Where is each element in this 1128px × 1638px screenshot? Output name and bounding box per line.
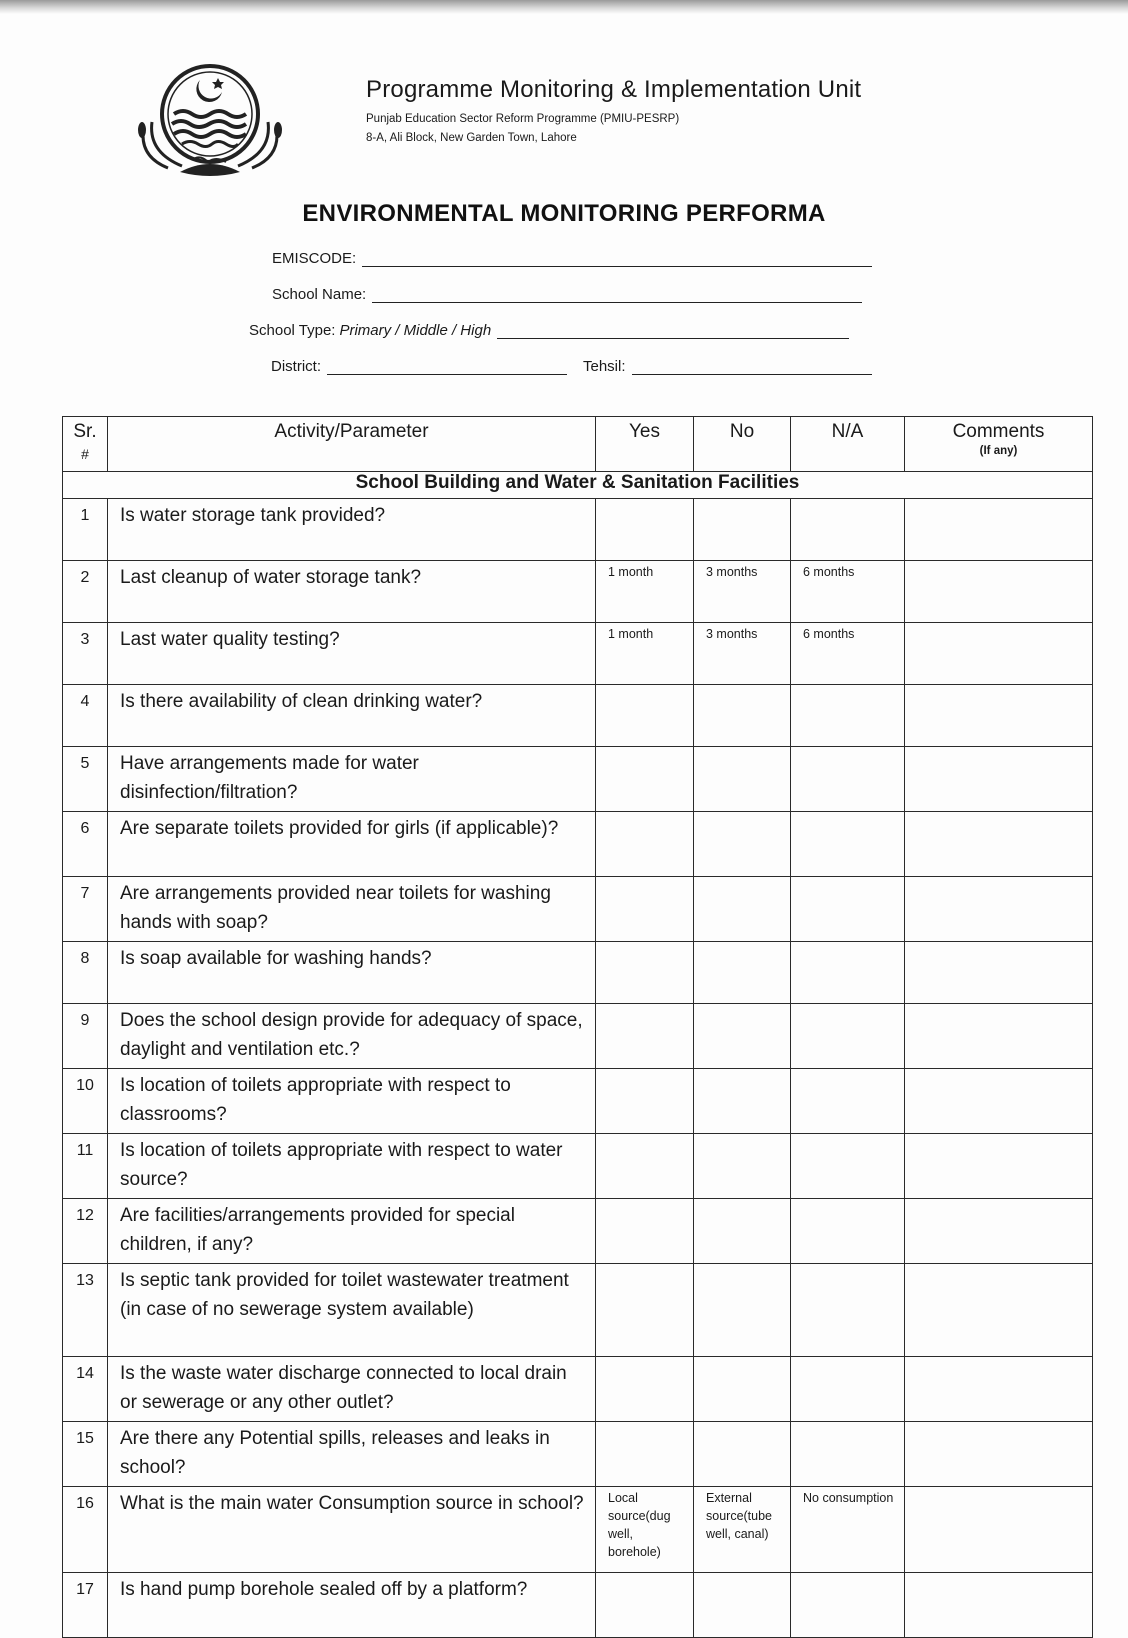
row-number: 4: [63, 685, 108, 747]
row-number: 8: [63, 942, 108, 1004]
section-row: [63, 472, 1093, 499]
scan-edge-shadow: [0, 0, 1128, 14]
comments-cell[interactable]: [905, 1487, 1093, 1573]
row-question: Is location of toilets appropriate with respect to water source?: [108, 1134, 596, 1199]
no-cell[interactable]: External source(tube well, canal): [694, 1487, 791, 1573]
table-row: [63, 1069, 1093, 1134]
na-cell[interactable]: [791, 942, 905, 1004]
yes-cell[interactable]: [596, 499, 694, 561]
comments-cell[interactable]: [905, 1069, 1093, 1134]
comments-cell[interactable]: [905, 623, 1093, 685]
row-question: What is the main water Consumption source in school?: [108, 1487, 596, 1573]
comments-cell[interactable]: [905, 877, 1093, 942]
na-cell[interactable]: [791, 1422, 905, 1487]
table-row: [63, 812, 1093, 877]
no-cell[interactable]: [694, 747, 791, 812]
row-number: 9: [63, 1004, 108, 1069]
table-row: [63, 1422, 1093, 1487]
row-number: 7: [63, 877, 108, 942]
table-row: [63, 1573, 1093, 1638]
row-number: 16: [63, 1487, 108, 1573]
org-title: Programme Monitoring & Implementation Unit: [366, 76, 862, 103]
no-cell[interactable]: [694, 1134, 791, 1199]
header-yes: Yes: [596, 417, 694, 472]
table-row: [63, 1264, 1093, 1357]
row-question: Have arrangements made for water disinfection/filtration?: [108, 747, 596, 812]
header-comments-note: (If any): [979, 445, 1018, 457]
row-number: 14: [63, 1357, 108, 1422]
no-cell[interactable]: [694, 1573, 791, 1638]
no-cell[interactable]: [694, 1069, 791, 1134]
school-type-label: School Type:: [249, 322, 336, 339]
no-cell[interactable]: [694, 1422, 791, 1487]
na-cell[interactable]: No consumption: [791, 1487, 905, 1573]
tehsil-field: [583, 358, 872, 375]
school-type-field: [249, 322, 849, 339]
header-sr-hash: #: [81, 446, 89, 462]
na-cell[interactable]: 6 months: [791, 623, 905, 685]
school-type-input-line[interactable]: [497, 324, 849, 339]
table-header-row: [63, 417, 1093, 472]
row-question: Last cleanup of water storage tank?: [108, 561, 596, 623]
na-cell[interactable]: [791, 1199, 905, 1264]
row-question: Is location of toilets appropriate with respect to classrooms?: [108, 1069, 596, 1134]
row-question: Is there availability of clean drinking water?: [108, 685, 596, 747]
na-cell[interactable]: [791, 1004, 905, 1069]
header-na: N/A: [791, 417, 905, 472]
na-cell[interactable]: [791, 685, 905, 747]
row-question: Is water storage tank provided?: [108, 499, 596, 561]
na-cell[interactable]: [791, 1264, 905, 1357]
row-question: Is soap available for washing hands?: [108, 942, 596, 1004]
row-number: 11: [63, 1134, 108, 1199]
school-type-options[interactable]: Primary / Middle / High: [339, 322, 492, 339]
row-number: 3: [63, 623, 108, 685]
na-cell[interactable]: [791, 1357, 905, 1422]
row-number: 12: [63, 1199, 108, 1264]
no-cell[interactable]: 3 months: [694, 561, 791, 623]
no-cell[interactable]: [694, 812, 791, 877]
emiscode-label: EMISCODE:: [272, 250, 357, 267]
row-number: 5: [63, 747, 108, 812]
tehsil-input-line[interactable]: [632, 360, 872, 375]
punjab-government-logo-icon: [130, 64, 290, 190]
row-number: 13: [63, 1264, 108, 1357]
no-cell[interactable]: [694, 1199, 791, 1264]
table-row: [63, 747, 1093, 812]
emiscode-field: [272, 250, 872, 267]
row-question: Are arrangements provided near toilets for washing hands with soap?: [108, 877, 596, 942]
na-cell[interactable]: [791, 1069, 905, 1134]
row-question: Are there any Potential spills, releases and leaks in school?: [108, 1422, 596, 1487]
yes-cell[interactable]: [596, 1069, 694, 1134]
header-no: No: [694, 417, 791, 472]
row-number: 15: [63, 1422, 108, 1487]
na-cell[interactable]: [791, 747, 905, 812]
yes-cell[interactable]: [596, 1199, 694, 1264]
na-cell[interactable]: [791, 499, 905, 561]
yes-cell[interactable]: [596, 1573, 694, 1638]
no-cell[interactable]: 3 months: [694, 623, 791, 685]
table-row: [63, 499, 1093, 561]
yes-cell[interactable]: Local source(dug well, borehole): [596, 1487, 694, 1573]
comments-cell[interactable]: [905, 942, 1093, 1004]
comments-cell[interactable]: [905, 685, 1093, 747]
row-number: 2: [63, 561, 108, 623]
row-question: Is septic tank provided for toilet wastewater treatment (in case of no sewerage system available): [108, 1264, 596, 1357]
comments-cell[interactable]: [905, 1422, 1093, 1487]
no-cell[interactable]: [694, 1357, 791, 1422]
row-number: 10: [63, 1069, 108, 1134]
table-row: [63, 1357, 1093, 1422]
row-number: 1: [63, 499, 108, 561]
comments-cell[interactable]: [905, 812, 1093, 877]
yes-cell[interactable]: [596, 1422, 694, 1487]
table-row: [63, 1134, 1093, 1199]
no-cell[interactable]: [694, 877, 791, 942]
row-number: 6: [63, 812, 108, 877]
row-question: Are facilities/arrangements provided for special children, if any?: [108, 1199, 596, 1264]
district-label: District:: [271, 358, 321, 375]
table-row: [63, 623, 1093, 685]
yes-cell[interactable]: [596, 747, 694, 812]
table-row: [63, 1487, 1093, 1573]
yes-cell[interactable]: [596, 1264, 694, 1357]
yes-cell[interactable]: [596, 1134, 694, 1199]
na-cell[interactable]: [791, 1573, 905, 1638]
header-comments-label: Comments: [952, 421, 1045, 442]
yes-cell[interactable]: 1 month: [596, 623, 694, 685]
no-cell[interactable]: [694, 499, 791, 561]
comments-cell[interactable]: [905, 1357, 1093, 1422]
yes-cell[interactable]: [596, 812, 694, 877]
comments-cell[interactable]: [905, 747, 1093, 812]
header-sr: [63, 417, 108, 472]
yes-cell[interactable]: [596, 1004, 694, 1069]
row-question: Last water quality testing?: [108, 623, 596, 685]
section-title: School Building and Water & Sanitation Facilities: [63, 472, 1093, 499]
header-comments: [905, 417, 1093, 472]
comments-cell[interactable]: [905, 561, 1093, 623]
row-number: 17: [63, 1573, 108, 1638]
yes-cell[interactable]: [596, 1357, 694, 1422]
row-question: Is the waste water discharge connected to local drain or sewerage or any other outlet?: [108, 1357, 596, 1422]
yes-cell[interactable]: [596, 942, 694, 1004]
header-sr-label: Sr.: [73, 421, 97, 442]
tehsil-label: Tehsil:: [583, 358, 626, 375]
school-name-input-line[interactable]: [372, 288, 862, 303]
table-row: [63, 561, 1093, 623]
org-subtitle-block: [366, 110, 679, 148]
comments-cell[interactable]: [905, 1573, 1093, 1638]
table-row: [63, 942, 1093, 1004]
comments-cell[interactable]: [905, 1264, 1093, 1357]
org-subtitle: Punjab Education Sector Reform Programme (PMIU-PESRP): [366, 113, 680, 125]
table-row: [63, 877, 1093, 942]
org-address: 8-A, Ali Block, New Garden Town, Lahore: [366, 132, 577, 144]
header-activity: Activity/Parameter: [108, 417, 596, 472]
comments-cell[interactable]: [905, 499, 1093, 561]
yes-cell[interactable]: [596, 685, 694, 747]
no-cell[interactable]: [694, 942, 791, 1004]
no-cell[interactable]: [694, 1004, 791, 1069]
no-cell[interactable]: [694, 1264, 791, 1357]
school-name-label: School Name:: [272, 286, 367, 303]
row-question: Does the school design provide for adequacy of space, daylight and ventilation etc.?: [108, 1004, 596, 1069]
district-field: [271, 358, 567, 375]
comments-cell[interactable]: [905, 1199, 1093, 1264]
row-question: Are separate toilets provided for girls (if applicable)?: [108, 812, 596, 877]
table-row: [63, 1199, 1093, 1264]
row-question: Is hand pump borehole sealed off by a platform?: [108, 1573, 596, 1638]
na-cell[interactable]: [791, 812, 905, 877]
na-cell[interactable]: [791, 877, 905, 942]
school-name-field: [272, 286, 862, 303]
no-cell[interactable]: [694, 685, 791, 747]
monitoring-table: [62, 416, 1093, 1638]
na-cell[interactable]: [791, 1134, 905, 1199]
district-input-line[interactable]: [327, 360, 567, 375]
comments-cell[interactable]: [905, 1134, 1093, 1199]
emiscode-input-line[interactable]: [362, 252, 872, 267]
comments-cell[interactable]: [905, 1004, 1093, 1069]
yes-cell[interactable]: [596, 877, 694, 942]
table-row: [63, 685, 1093, 747]
yes-cell[interactable]: 1 month: [596, 561, 694, 623]
na-cell[interactable]: 6 months: [791, 561, 905, 623]
form-title: ENVIRONMENTAL MONITORING PERFORMA: [302, 200, 826, 227]
table-row: [63, 1004, 1093, 1069]
